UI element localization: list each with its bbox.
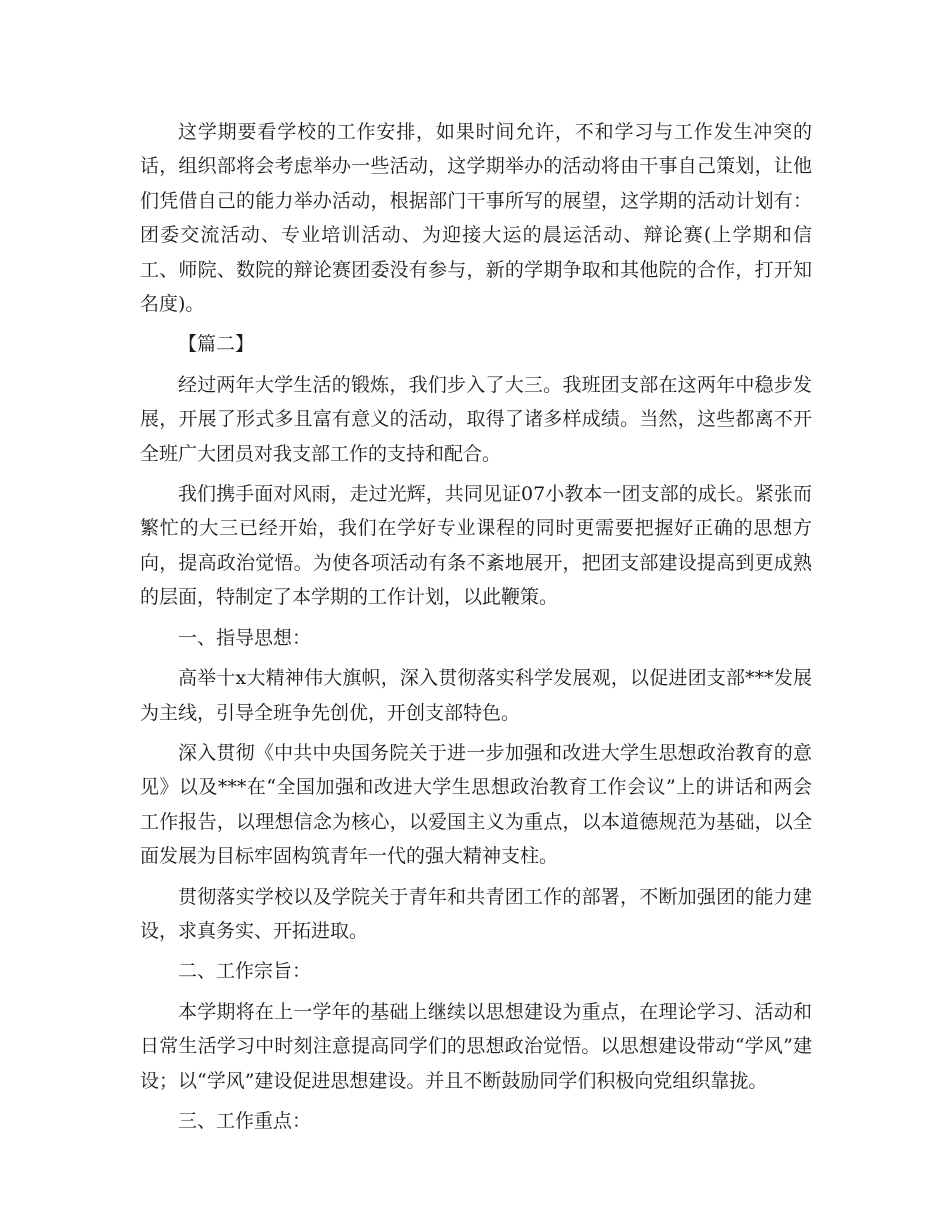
section-marker-part-two: 【篇二】 [178, 333, 255, 356]
paragraph-guiding-ideology-2: 深入贯彻《中共中央国务院关于进一步加强和改进大学生思想政治教育的意见》以及***在“全国加强和改进大学生思想政治教育工作会议”上的讲话和两会工作报告，以理想信念为核心，以爱国主义为重点，以本道德规范为基础，以全面发展为目标牢固构筑青年一代的强大精神支柱。 [140, 741, 812, 868]
paragraph-guiding-ideology-3: 贯彻落实学校以及学院关于青年和共青团工作的部署，不断加强团的能力建设，求真务实、开拓进取。 [140, 885, 812, 942]
heading-work-focus: 三、工作重点： [178, 1109, 312, 1132]
paragraph-branch-growth: 我们携手面对风雨，走过光辉，共同见证07小教本一团支部的成长。紧张而繁忙的大三已经开始，我们在学好专业课程的同时更需要把握好正确的思想方向，提高政治觉悟。为使各项活动有条不紊地展开，把团支部建设提高到更成熟的层面，特制定了本学期的工作计划，以此鞭策。 [140, 483, 812, 609]
paragraph-guiding-ideology-1: 高举十x大精神伟大旗帜，深入贯彻落实科学发展观，以促进团支部***发展为主线，引导全班争先创优，开创支部特色。 [140, 667, 812, 724]
paragraph-junior-year-intro: 经过两年大学生活的锻炼，我们步入了大三。我班团支部在这两年中稳步发展，开展了形式多且富有意义的活动，取得了诸多样成绩。当然，这些都离不开全班广大团员对我支部工作的支持和配合。 [140, 373, 812, 465]
paragraph-activity-plan: 这学期要看学校的工作安排，如果时间允许，不和学习与工作发生冲突的话，组织部将会考虑举办一些活动，这学期举办的活动将由干事自己策划，让他们凭借自己的能力举办活动，根据部门干事所写的展望，这学期的活动计划有：团委交流活动、专业培训活动、为迎接大运的晨运活动、辩论赛(上学期和信工、师院、数院的辩论赛团委没有参与，新的学期争取和其他院的合作，打开知名度)。 [140, 121, 812, 316]
document-body [140, 115, 812, 1144]
heading-work-purpose: 二、工作宗旨： [178, 960, 312, 983]
heading-guiding-ideology: 一、指导思想： [178, 626, 312, 649]
paragraph-work-purpose: 本学期将在上一学年的基础上继续以思想建设为重点，在理论学习、活动和日常生活学习中时刻注意提高同学们的思想政治觉悟。以思想建设带动“学风”建设；以“学风”建设促进思想建设。并且不断鼓励同学们积极向党组织靠拢。 [140, 1000, 812, 1092]
